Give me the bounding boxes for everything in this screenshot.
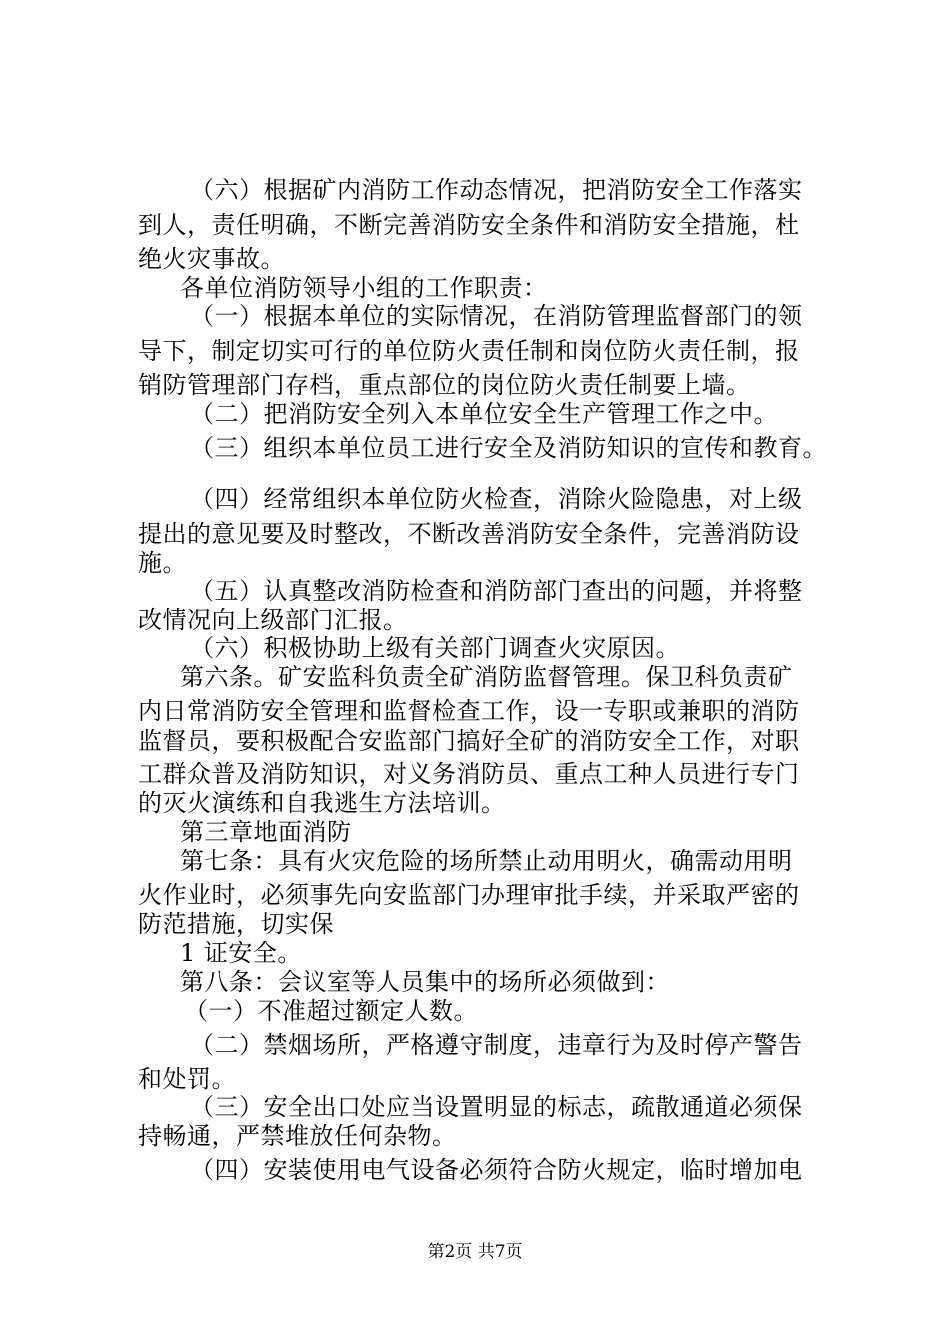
text-line: 防范措施，切实保 bbox=[138, 910, 334, 938]
text-line: 施。 bbox=[138, 549, 187, 577]
text-line: 的灭火演练和自我逃生方法培训。 bbox=[138, 789, 506, 817]
text-line: 改情况向上级部门汇报。 bbox=[138, 606, 408, 634]
text-line: （二）把消防安全列入本单位安全生产管理工作之中。 bbox=[190, 400, 778, 428]
text-line: （四）安装使用电气设备必须符合防火规定，临时增加电 bbox=[190, 1156, 803, 1184]
text-line: （二）禁烟场所，严格遵守制度，违章行为及时停产警告 bbox=[190, 1031, 803, 1059]
text-line: 火作业时，必须事先向安监部门办理审批手续，并采取严密的 bbox=[138, 881, 800, 909]
text-line: 监督员，要积极配合安监部门搞好全矿的消防安全工作，对职 bbox=[138, 727, 800, 755]
text-line: 持畅通，严禁堆放任何杂物。 bbox=[138, 1122, 457, 1150]
text-line: 第三章地面消防 bbox=[180, 818, 352, 846]
text-line: （六）积极协助上级有关部门调查火灾原因。 bbox=[190, 634, 680, 662]
text-line: 工群众普及消防知识，对义务消防员、重点工种人员进行专门 bbox=[138, 760, 800, 788]
text-line: 导下，制定切实可行的单位防火责任制和岗位防火责任制，报 bbox=[138, 337, 800, 365]
text-line: （一）不准超过额定人数。 bbox=[184, 997, 478, 1025]
text-line: 和处罚。 bbox=[138, 1065, 236, 1093]
text-line: 第六条。矿安监科负责全矿消防监督管理。保卫科负责矿 bbox=[180, 663, 793, 691]
text-line: 1 证安全。 bbox=[180, 939, 302, 967]
text-line: 提出的意见要及时整改，不断改善消防安全条件，完善消防设 bbox=[138, 520, 800, 548]
text-line: （一）根据本单位的实际情况，在消防管理监督部门的领 bbox=[190, 302, 803, 330]
text-line: 销防管理部门存档，重点部位的岗位防火责任制要上墙。 bbox=[138, 371, 751, 399]
text-line: （六）根据矿内消防工作动态情况，把消防安全工作落实 bbox=[190, 176, 803, 204]
text-line: 第七条：具有火灾危险的场所禁止动用明火，确需动用明 bbox=[180, 847, 793, 875]
text-line: （三）组织本单位员工进行安全及消防知识的宣传和教育。 bbox=[190, 434, 827, 462]
text-line: 各单位消防领导小组的工作职责： bbox=[180, 274, 548, 302]
text-line: （三）安全出口处应当设置明显的标志，疏散通道必须保 bbox=[190, 1093, 803, 1121]
page-number: 第2页 共7页 bbox=[427, 1242, 523, 1262]
text-line: 内日常消防安全管理和监督检查工作，设一专职或兼职的消防 bbox=[138, 697, 800, 725]
text-line: （五）认真整改消防检查和消防部门查出的问题，并将整 bbox=[190, 577, 803, 605]
text-line: 绝火灾事故。 bbox=[138, 245, 285, 273]
text-line: （四）经常组织本单位防火检查，消除火险隐患，对上级 bbox=[190, 485, 803, 513]
text-line: 到人，责任明确，不断完善消防安全条件和消防安全措施，杜 bbox=[138, 211, 800, 239]
text-line: 第八条：会议室等人员集中的场所必须做到： bbox=[180, 968, 670, 996]
